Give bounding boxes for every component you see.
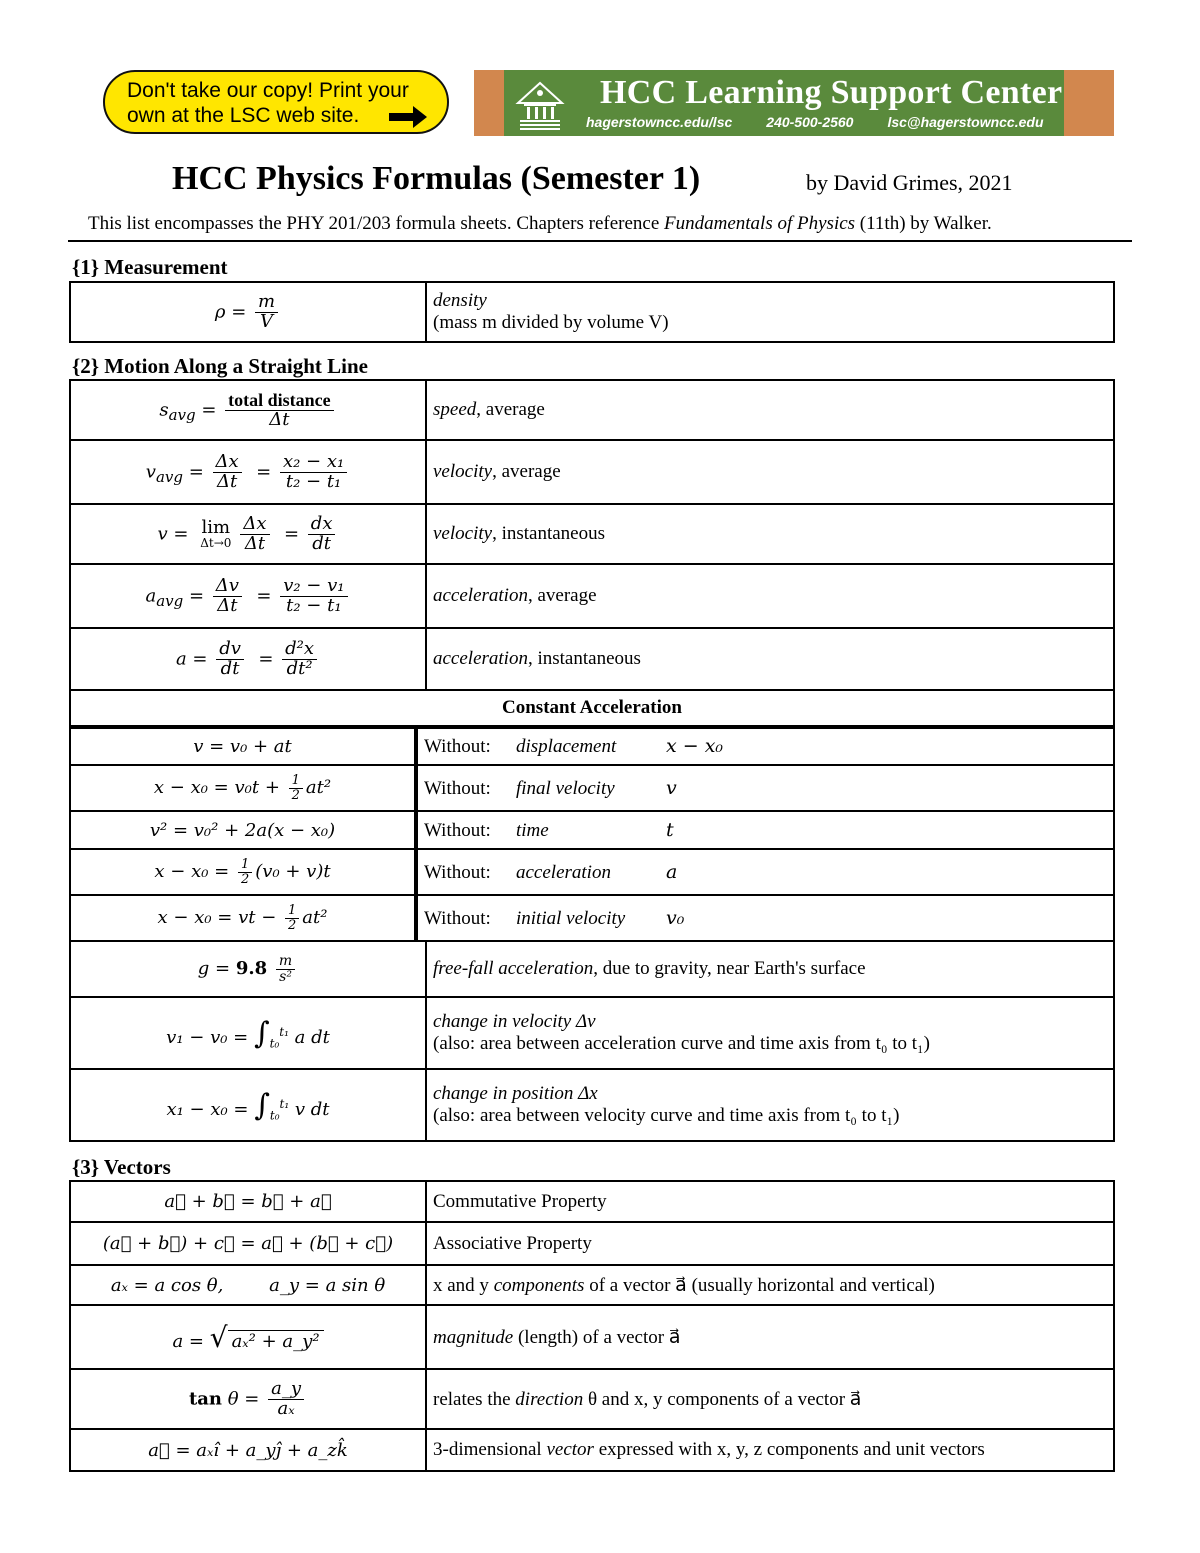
table-row (70, 1222, 1114, 1265)
table-row (70, 765, 1114, 811)
without-var: a (666, 860, 678, 883)
formula-avg-speed: $s_{avg}$ = $\frac{\text{total distance}}{\Delta t}$ (70, 380, 426, 440)
desc-rest: , instantaneous (492, 523, 606, 544)
without-var: t (666, 818, 674, 841)
formula-kin-5: x − x₀ = vt − $\frac{1}{2}$ at² (70, 895, 416, 941)
formula-kin-3: v² = v₀² + 2a(x − x₀) (70, 811, 416, 849)
without-label: Without: (424, 736, 491, 757)
formula-inst-acceleration: a = $\frac{dv}{dt}$ = $\frac{\text{d²x}}{\text{dt²}}$ (70, 628, 426, 690)
formula-magnitude: a = √ aₓ² + a_y² (70, 1305, 426, 1369)
table-row (70, 282, 1114, 342)
desc-term: speed (433, 399, 477, 420)
subtitle-pre: This list encompasses the PHY 201/203 formula sheets. Chapters reference (88, 213, 665, 234)
constant-acceleration-table (69, 727, 1115, 942)
desc-term: direction (515, 1388, 584, 1410)
desc-note: (also: area between velocity curve and time axis from t₀ to t₁) (433, 1105, 900, 1126)
desc-rest: , average (527, 585, 597, 606)
table-row (70, 1305, 1114, 1369)
desc-term: velocity (433, 461, 493, 482)
g-value: 9.8 (235, 958, 268, 979)
formula-direction: tan θ = $\frac{a\_y}{\text{aₓ}}$ (70, 1369, 426, 1429)
desc-inst-acceleration (426, 628, 1114, 690)
desc-pre: x and y (433, 1274, 494, 1296)
lsc-website: hagerstowncc.edu/lsc (586, 114, 733, 130)
desc-rest: , due to gravity, near Earth's surface (593, 958, 866, 979)
table-row (70, 997, 1114, 1069)
formula-kin-2: x − x₀ = v₀t + $\frac{1}{2}$ at² (70, 765, 416, 811)
desc-commutative: Commutative Property (426, 1181, 1114, 1222)
table-row (70, 1429, 1114, 1471)
table-row (70, 811, 1114, 849)
without-displacement (416, 728, 1114, 765)
without-label: Without: (424, 861, 491, 883)
print-notice-line1: Don't take our copy! Print your (127, 79, 409, 102)
table-row (70, 941, 1114, 997)
desc-term: change in position Δx (433, 1083, 598, 1104)
desc-term: density (433, 290, 487, 311)
without-label: Without: (424, 907, 491, 929)
lsc-banner (474, 70, 1114, 136)
measurement-table (69, 281, 1115, 343)
desc-gravity (426, 941, 1114, 997)
formula-avg-velocity: $v_{avg}$ = $\frac{\Delta x}{\Delta t}$ = $\frac{\text{x₂ − x₁}}{\text{t₂ − t₁}}$ (70, 440, 426, 504)
desc-density (426, 282, 1114, 342)
desc-note: (mass m divided by volume V) (433, 312, 669, 333)
desc-pre: 3-dimensional (433, 1439, 547, 1460)
desc-rest: expressed with x, y, z components and unit vectors (593, 1439, 985, 1460)
without-name: final velocity (516, 777, 615, 799)
desc-avg-speed (426, 380, 1114, 440)
formula-commutative: a⃗ + b⃗ = b⃗ + a⃗ (70, 1181, 426, 1222)
without-acceleration (416, 849, 1114, 895)
desc-rest: , instantaneous (527, 648, 641, 669)
desc-term: change in velocity Δv (433, 1011, 596, 1032)
desc-rest: of a vector a⃗ (usually horizontal and vertical) (584, 1274, 935, 1296)
desc-delta-x (426, 1069, 1114, 1141)
lsc-contact (586, 114, 1044, 130)
table-row (70, 1369, 1114, 1429)
desc-term: magnitude (433, 1326, 514, 1348)
without-time (416, 811, 1114, 849)
print-notice-line2: own at the LSC web site. (127, 104, 360, 127)
desc-components (426, 1265, 1114, 1305)
formula-delta-v: $v_1 - v_0 = \int_{t_0}^{t_1}$ a dt (70, 997, 426, 1069)
without-name: initial velocity (516, 907, 626, 929)
desc-unit-vectors (426, 1429, 1114, 1471)
table-row (70, 1069, 1114, 1141)
without-name: acceleration (516, 861, 611, 883)
without-var: v (666, 776, 677, 799)
table-row (70, 849, 1114, 895)
formula-density: ρ = $\frac{m}{V}$ (70, 282, 426, 342)
without-var: x − x₀ (666, 735, 724, 757)
subtitle (88, 213, 992, 235)
desc-pre: relates the (433, 1388, 516, 1410)
section-heading-motion: {2} Motion Along a Straight Line (72, 354, 368, 378)
table-row (70, 628, 1114, 690)
desc-term: free-fall acceleration (433, 958, 594, 979)
lsc-email: lsc@hagerstowncc.edu (887, 114, 1044, 130)
author-line: by David Grimes, 2021 (806, 170, 1013, 195)
section-heading-vectors: {3} Vectors (72, 1155, 171, 1179)
formula-components: aₓ = a cos θ, a_y = a sin θ (70, 1265, 426, 1305)
without-label: Without: (424, 777, 491, 799)
desc-term: acceleration (433, 648, 528, 669)
table-row (70, 504, 1114, 564)
desc-rest: , average (492, 461, 561, 482)
formula-inst-velocity: v = lim Δt→0 $\frac{\Delta x}{\Delta t}$ = $\frac{dx}{dt}$ (70, 504, 426, 564)
table-row (70, 380, 1114, 440)
formula-kin-4: x − x₀ = $\frac{1}{2}$ (v₀ + v)t (70, 849, 416, 895)
formula-unit-vectors: a⃗ = aₓî + a_yĵ + a_zk̂ (70, 1429, 426, 1471)
formula-kin-1: v = v₀ + at (70, 728, 416, 765)
vectors-table (69, 1180, 1115, 1472)
desc-inst-velocity (426, 504, 1114, 564)
desc-note: (also: area between acceleration curve and time axis from t₀ to t₁) (433, 1033, 930, 1054)
subtitle-post: (11th) by Walker. (855, 213, 992, 234)
formula-associative: (a⃗ + b⃗) + c⃗ = a⃗ + (b⃗ + c⃗) (70, 1222, 426, 1265)
book-title: Fundamentals of Physics (664, 213, 856, 234)
table-row (70, 895, 1114, 941)
total-distance-label: total distance (225, 391, 334, 411)
table-row (70, 728, 1114, 765)
college-logo-icon (510, 73, 570, 133)
desc-associative: Associative Property (426, 1222, 1114, 1265)
desc-rest: θ and x, y components of a vector a⃗ (583, 1388, 862, 1410)
desc-rest: (length) of a vector a⃗ (513, 1326, 681, 1348)
desc-magnitude (426, 1305, 1114, 1369)
lsc-phone: 240-500-2560 (766, 114, 854, 130)
table-row (70, 564, 1114, 628)
table-row (70, 690, 1114, 726)
without-var: v₀ (666, 906, 685, 929)
without-initial-velocity (416, 895, 1114, 941)
table-row (70, 440, 1114, 504)
arrow-right-icon (389, 106, 427, 128)
desc-term: vector (546, 1439, 594, 1460)
page-title: HCC Physics Formulas (Semester 1) (172, 160, 701, 197)
print-notice-banner (103, 70, 449, 134)
desc-direction (426, 1369, 1114, 1429)
header-divider (68, 240, 1132, 242)
without-name: displacement (516, 736, 617, 757)
table-row (70, 1181, 1114, 1222)
motion-table (69, 379, 1115, 727)
freefall-table (69, 940, 1115, 1142)
section-heading-measurement: {1} Measurement (72, 255, 228, 279)
desc-term: acceleration (433, 585, 528, 606)
without-name: time (516, 819, 549, 841)
desc-term: velocity (433, 523, 493, 544)
without-final-velocity (416, 765, 1114, 811)
desc-delta-v (426, 997, 1114, 1069)
desc-avg-acceleration (426, 564, 1114, 628)
table-row (70, 1265, 1114, 1305)
formula-avg-acceleration: $a_{avg}$ = $\frac{\Delta v}{\Delta t}$ = $\frac{\text{v₂ − v₁}}{\text{t₂ − t₁}}$ (70, 564, 426, 628)
constant-acceleration-header: Constant Acceleration (70, 690, 1114, 726)
lsc-title: HCC Learning Support Center (600, 74, 1063, 111)
without-label: Without: (424, 819, 491, 841)
formula-gravity: g = 9.8 $\frac{m}{\text{s²}}$ (70, 941, 426, 997)
desc-term: components (493, 1274, 585, 1296)
lsc-banner-inner (504, 70, 1064, 136)
formula-delta-x: $x_1 - x_0 = \int_{t_0}^{t_1}$ v dt (70, 1069, 426, 1141)
desc-avg-velocity (426, 440, 1114, 504)
desc-rest: , average (476, 399, 545, 420)
